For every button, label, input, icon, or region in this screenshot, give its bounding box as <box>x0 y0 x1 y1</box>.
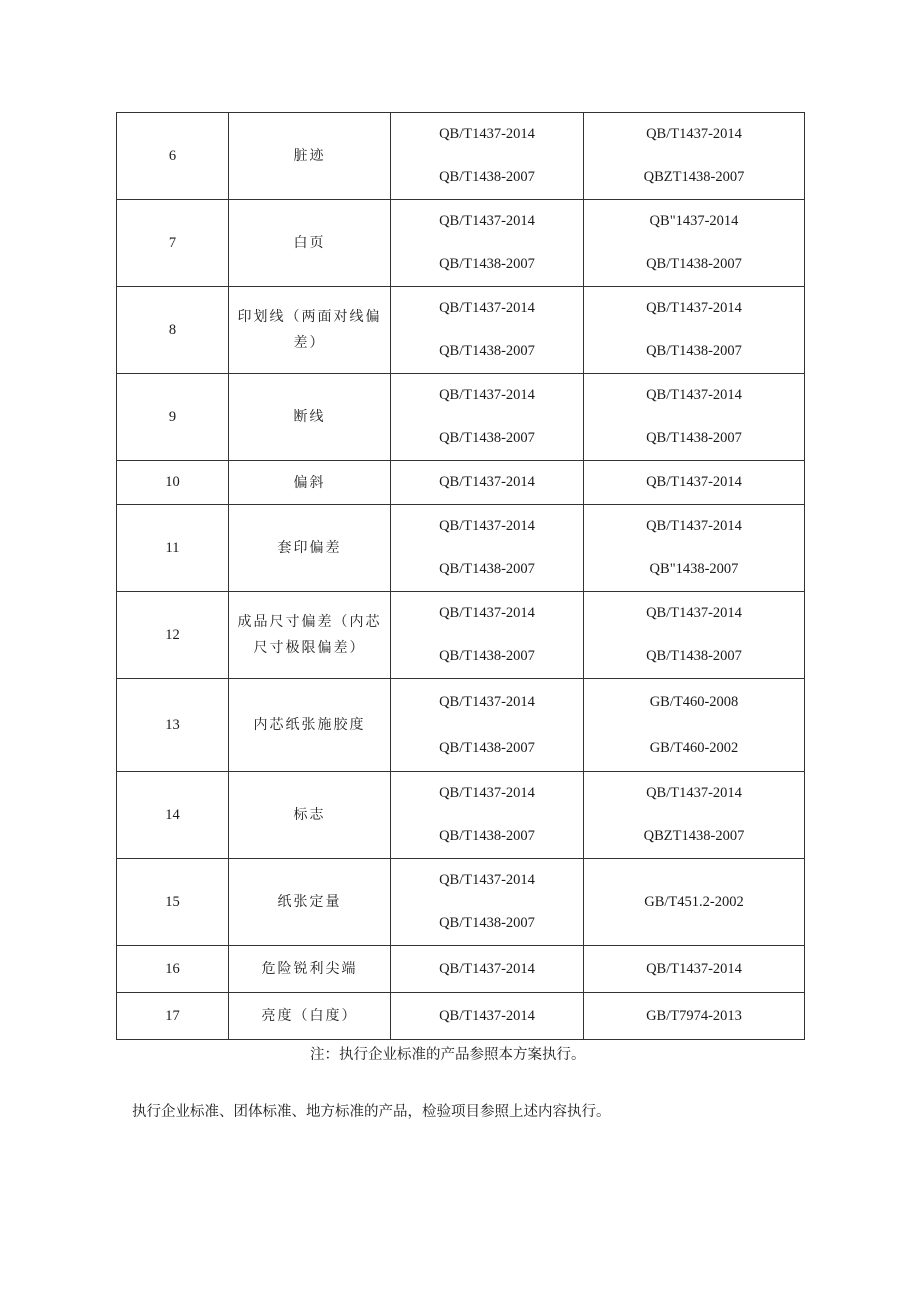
standard-code: QB/T1438-2007 <box>439 828 535 844</box>
method-code: QB/T1438-2007 <box>646 343 742 359</box>
standards-table <box>116 112 805 1040</box>
test-item: 脏迹 <box>229 113 391 200</box>
row-number: 7 <box>117 200 229 287</box>
table-row <box>117 113 805 200</box>
test-item: 偏斜 <box>229 461 391 505</box>
method-cell <box>584 772 805 859</box>
standard-cell <box>391 374 584 461</box>
method-code: QB"1438-2007 <box>649 561 739 577</box>
row-number: 10 <box>117 461 229 505</box>
method-cell <box>584 287 805 374</box>
method-code: QB/T1437-2014 <box>646 300 742 316</box>
body-paragraph: 执行企业标准、团体标准、地方标准的产品，检验项目参照上述内容执行。 <box>132 1104 611 1120</box>
method-cell <box>584 505 805 592</box>
table-row <box>117 679 805 772</box>
standard-code: QB/T1438-2007 <box>439 430 535 446</box>
table-row <box>117 592 805 679</box>
table-note: 注：执行企业标准的产品参照本方案执行。 <box>310 1047 586 1063</box>
table-row <box>117 374 805 461</box>
standard-code: QB/T1438-2007 <box>439 343 535 359</box>
method-code: QBZT1438-2007 <box>643 169 745 185</box>
standard-code: QB/T1438-2007 <box>439 740 535 756</box>
table-row <box>117 461 805 505</box>
standard-code: QB/T1438-2007 <box>439 561 535 577</box>
test-item: 危险锐利尖端 <box>229 946 391 993</box>
method-code: QB/T1438-2007 <box>646 648 742 664</box>
row-number: 11 <box>117 505 229 592</box>
standard-code: QB/T1438-2007 <box>439 648 535 664</box>
table-row <box>117 772 805 859</box>
method-cell <box>584 679 805 772</box>
standard-code: QB/T1437-2014 <box>439 300 535 316</box>
method-cell <box>584 946 805 993</box>
standard-cell <box>391 200 584 287</box>
standard-code: QB/T1437-2014 <box>439 872 535 888</box>
standard-code: QB/T1437-2014 <box>439 605 535 621</box>
table-row <box>117 200 805 287</box>
test-item: 白页 <box>229 200 391 287</box>
row-number: 14 <box>117 772 229 859</box>
row-number: 17 <box>117 993 229 1040</box>
row-number: 16 <box>117 946 229 993</box>
method-cell <box>584 374 805 461</box>
standard-cell <box>391 461 584 505</box>
row-number: 8 <box>117 287 229 374</box>
test-item: 内芯纸张施胶度 <box>229 679 391 772</box>
table-row <box>117 505 805 592</box>
method-code: QB/T1437-2014 <box>646 785 742 801</box>
standard-cell <box>391 859 584 946</box>
table-row <box>117 993 805 1040</box>
standard-code: QB/T1437-2014 <box>439 960 535 977</box>
standard-cell <box>391 113 584 200</box>
test-item: 成品尺寸偏差（内芯尺寸极限偏差） <box>229 592 391 679</box>
table-row <box>117 946 805 993</box>
test-item: 套印偏差 <box>229 505 391 592</box>
standard-cell <box>391 679 584 772</box>
method-code: GB/T451.2-2002 <box>644 893 744 910</box>
standard-cell <box>391 287 584 374</box>
row-number: 9 <box>117 374 229 461</box>
standard-cell <box>391 946 584 993</box>
table-row <box>117 287 805 374</box>
method-code: QBZT1438-2007 <box>643 828 745 844</box>
row-number: 12 <box>117 592 229 679</box>
test-item: 纸张定量 <box>229 859 391 946</box>
standard-code: QB/T1437-2014 <box>439 474 535 490</box>
method-code: QB/T1437-2014 <box>646 126 742 142</box>
test-item: 断线 <box>229 374 391 461</box>
method-cell <box>584 200 805 287</box>
row-number: 6 <box>117 113 229 200</box>
method-code: QB"1437-2014 <box>649 213 739 229</box>
method-code: QB/T1438-2007 <box>646 256 742 272</box>
table-row <box>117 859 805 946</box>
method-cell <box>584 592 805 679</box>
standard-code: QB/T1438-2007 <box>439 256 535 272</box>
method-code: QB/T1437-2014 <box>646 518 742 534</box>
method-code: GB/T7974-2013 <box>646 1007 742 1024</box>
standard-code: QB/T1437-2014 <box>439 785 535 801</box>
test-item: 亮度（白度） <box>229 993 391 1040</box>
standard-code: QB/T1437-2014 <box>439 213 535 229</box>
method-cell <box>584 859 805 946</box>
standard-cell <box>391 592 584 679</box>
standard-code: QB/T1438-2007 <box>439 915 535 931</box>
standard-code: QB/T1437-2014 <box>439 1007 535 1024</box>
standard-code: QB/T1437-2014 <box>439 518 535 534</box>
row-number: 13 <box>117 679 229 772</box>
standard-code: QB/T1438-2007 <box>439 169 535 185</box>
method-code: QB/T1437-2014 <box>646 474 742 490</box>
standard-cell <box>391 772 584 859</box>
standard-cell <box>391 505 584 592</box>
method-code: QB/T1437-2014 <box>646 960 742 977</box>
method-cell <box>584 993 805 1040</box>
row-number: 15 <box>117 859 229 946</box>
method-code: GB/T460-2008 <box>649 694 739 710</box>
method-code: GB/T460-2002 <box>649 740 739 756</box>
method-cell <box>584 461 805 505</box>
method-code: QB/T1437-2014 <box>646 387 742 403</box>
test-item: 标志 <box>229 772 391 859</box>
standard-cell <box>391 993 584 1040</box>
standard-code: QB/T1437-2014 <box>439 387 535 403</box>
standard-code: QB/T1437-2014 <box>439 126 535 142</box>
method-cell <box>584 113 805 200</box>
method-code: QB/T1437-2014 <box>646 605 742 621</box>
standard-code: QB/T1437-2014 <box>439 694 535 710</box>
method-code: QB/T1438-2007 <box>646 430 742 446</box>
test-item: 印划线（两面对线偏差） <box>229 287 391 374</box>
